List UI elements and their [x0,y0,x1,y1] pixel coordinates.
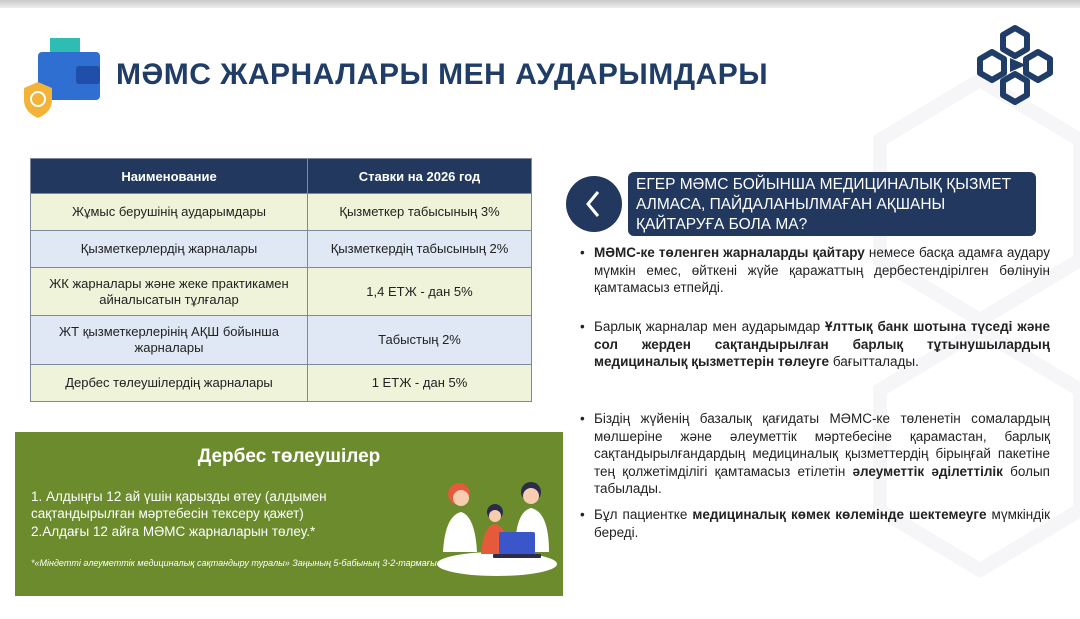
page-title: МӘМС ЖАРНАЛАРЫ МЕН АУДАРЫМДАРЫ [116,58,769,91]
bullet-4-text-post: мүмкіндік береді. [594,507,1050,540]
column-header-name: Наименование [31,159,308,194]
bullet-icon: • [580,319,585,334]
table-cell-name: ЖК жарналары және жеке практикамен айналысатын тұлғалар [31,268,308,316]
bullet-icon: • [580,245,585,260]
self-payers-title: Дербес төлеушілер [197,446,381,467]
bullet-icon: • [580,411,585,426]
self-payers-step-2: 2.Алдағы 12 айға МӘМС жарналарын төлеу.* [31,524,316,539]
fund-logo-icon [972,22,1058,108]
table-cell-name: ЖТ қызметкерлерінің АҚШ бойынша жарналары [31,316,308,365]
table-cell-name: Дербес төлеушілердің жарналары [31,365,308,402]
self-payers-step-1: 1. Алдыңғы 12 ай үшін қарызды өтеу (алдымен сақтандырылған мәртебесін тексеру қажет) [31,489,327,521]
back-button[interactable] [566,176,622,232]
self-payers-panel [15,432,563,596]
bullet-2-bold: Ұлттық банк шотына түседі және сол жерден сақтандырылған барлық тұтынушылардың медициналық қызметтерін төлеуге [594,319,1050,369]
table-cell-name: Жұмыс берушінің аударымдары [31,194,308,231]
law-footnote: *«Міндетті әлеуметтік медициналық сақтандыру туралы» Заңының 5-бабының 3-2-тармағы [31,558,437,568]
bullet-3-text-pre: Біздің жүйенің базалық қағидаты МӘМС-ке төленетін сомалардың мөлшеріне және әлеуметтік мәртебесіне қарамастан, барлық сақтандырылғандардың медициналық қызметтердің бірыңғай пакетіне тең қолжетімділігі қамтамасыз етілетін [594,411,1050,479]
bullet-3-bold: әлеуметтік әділеттілік [852,463,1003,479]
bullet-3-text-post: болып табылады. [594,463,1050,496]
table-header-row [31,159,532,194]
question-banner: ЕГЕР МӘМС БОЙЫНША МЕДИЦИНАЛЫҚ ҚЫЗМЕТ АЛМАСА, ПАЙДАЛАНЫЛМАҒАН АҚШАНЫ ҚАЙТАРУҒА БОЛА МА? [628,172,1036,236]
list-item [580,410,1050,498]
top-bar [0,0,1080,8]
bullet-2-text-post: бағытталады. [829,354,919,369]
table-cell-rate: Табыстың 2% [308,316,532,365]
table-cell-name: Қызметкерлердің жарналары [31,231,308,268]
table-cell-rate: Қызметкер табысының 3% [308,194,532,231]
bullet-2-text-pre: Барлық жарналар мен аударымдар [594,319,825,334]
table-cell-rate: 1 ЕТЖ - дан 5% [308,365,532,402]
list-item [580,318,1050,371]
bullet-4-text-pre: Бұл пациентке [594,507,693,522]
table-row [31,316,532,365]
column-header-rates: Ставки на 2026 год [308,159,532,194]
wallet-shield-icon [20,36,106,118]
list-item [580,506,1050,541]
table-row [31,231,532,268]
table-row [31,194,532,231]
bullet-1-text: немесе басқа адамға аудару мүмкін емес, өйткені жүйе қаражаттың дербестендірілген бөлінуін қамтамасыз етпейді. [594,245,1050,295]
list-item [580,244,1050,297]
bullet-4-bold: медициналық көмек көлемінде шектемеуге [692,507,987,522]
table-row [31,365,532,402]
table-cell-rate: Қызметкердің табысының 2% [308,231,532,268]
bullet-icon: • [580,507,585,522]
rates-table [30,158,532,402]
table-row [31,268,532,316]
table-cell-rate: 1,4 ЕТЖ - дан 5% [308,268,532,316]
family-laptop-illustration [435,472,559,582]
chevron-left-icon [566,176,622,232]
bullet-1-bold: МӘМС-ке төленген жарналарды қайтару [594,245,865,260]
